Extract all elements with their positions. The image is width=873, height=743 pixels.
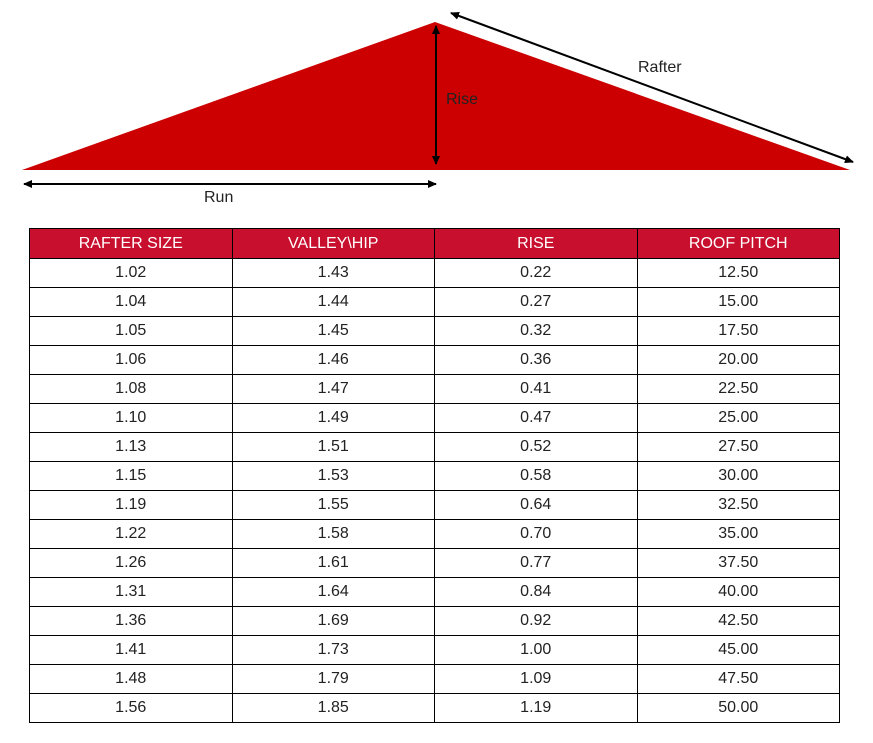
cell-roof-pitch: 22.50	[637, 375, 840, 404]
run-label: Run	[204, 189, 234, 206]
table-row	[30, 578, 840, 607]
table-row	[30, 346, 840, 375]
table-row	[30, 259, 840, 288]
column-header-rise: RISE	[435, 229, 638, 259]
table-row	[30, 462, 840, 491]
cell-rise: 0.41	[435, 375, 638, 404]
cell-valley-hip: 1.46	[232, 346, 435, 375]
cell-rise: 1.09	[435, 665, 638, 694]
cell-roof-pitch: 12.50	[637, 259, 840, 288]
cell-rise: 0.64	[435, 491, 638, 520]
cell-roof-pitch: 42.50	[637, 607, 840, 636]
cell-roof-pitch: 27.50	[637, 433, 840, 462]
cell-rafter-size: 1.08	[30, 375, 233, 404]
cell-valley-hip: 1.53	[232, 462, 435, 491]
table-row	[30, 491, 840, 520]
cell-rafter-size: 1.10	[30, 404, 233, 433]
cell-roof-pitch: 37.50	[637, 549, 840, 578]
cell-rise: 1.00	[435, 636, 638, 665]
cell-rafter-size: 1.48	[30, 665, 233, 694]
table-row	[30, 375, 840, 404]
cell-valley-hip: 1.58	[232, 520, 435, 549]
cell-roof-pitch: 45.00	[637, 636, 840, 665]
cell-roof-pitch: 20.00	[637, 346, 840, 375]
cell-rafter-size: 1.15	[30, 462, 233, 491]
cell-rafter-size: 1.13	[30, 433, 233, 462]
cell-roof-pitch: 50.00	[637, 694, 840, 723]
column-header-roof-pitch: ROOF PITCH	[637, 229, 840, 259]
cell-rafter-size: 1.56	[30, 694, 233, 723]
cell-roof-pitch: 30.00	[637, 462, 840, 491]
cell-valley-hip: 1.85	[232, 694, 435, 723]
cell-rise: 0.84	[435, 578, 638, 607]
cell-rafter-size: 1.22	[30, 520, 233, 549]
cell-rise: 0.77	[435, 549, 638, 578]
roof-pitch-table	[29, 228, 840, 723]
cell-rise: 0.52	[435, 433, 638, 462]
cell-valley-hip: 1.47	[232, 375, 435, 404]
cell-valley-hip: 1.61	[232, 549, 435, 578]
cell-rafter-size: 1.05	[30, 317, 233, 346]
cell-rise: 0.47	[435, 404, 638, 433]
table-row	[30, 549, 840, 578]
roof-pitch-table-container	[29, 228, 840, 723]
cell-rafter-size: 1.36	[30, 607, 233, 636]
cell-rafter-size: 1.31	[30, 578, 233, 607]
cell-rise: 0.22	[435, 259, 638, 288]
table-row	[30, 433, 840, 462]
table-row	[30, 317, 840, 346]
cell-rafter-size: 1.26	[30, 549, 233, 578]
cell-valley-hip: 1.43	[232, 259, 435, 288]
table-row	[30, 636, 840, 665]
cell-rise: 0.70	[435, 520, 638, 549]
cell-rafter-size: 1.06	[30, 346, 233, 375]
rise-label: Rise	[446, 91, 479, 108]
cell-roof-pitch: 35.00	[637, 520, 840, 549]
table-row	[30, 665, 840, 694]
cell-valley-hip: 1.51	[232, 433, 435, 462]
cell-valley-hip: 1.73	[232, 636, 435, 665]
cell-rise: 0.92	[435, 607, 638, 636]
cell-valley-hip: 1.69	[232, 607, 435, 636]
cell-roof-pitch: 40.00	[637, 578, 840, 607]
cell-rise: 0.27	[435, 288, 638, 317]
cell-rise: 1.19	[435, 694, 638, 723]
cell-valley-hip: 1.55	[232, 491, 435, 520]
cell-valley-hip: 1.45	[232, 317, 435, 346]
cell-rise: 0.32	[435, 317, 638, 346]
cell-rafter-size: 1.02	[30, 259, 233, 288]
cell-roof-pitch: 32.50	[637, 491, 840, 520]
table-header-row	[30, 229, 840, 259]
cell-valley-hip: 1.49	[232, 404, 435, 433]
cell-valley-hip: 1.64	[232, 578, 435, 607]
table-row	[30, 404, 840, 433]
column-header-rafter-size: RAFTER SIZE	[30, 229, 233, 259]
cell-rafter-size: 1.04	[30, 288, 233, 317]
table-row	[30, 288, 840, 317]
roof-diagram	[0, 0, 873, 215]
table-row	[30, 607, 840, 636]
cell-roof-pitch: 17.50	[637, 317, 840, 346]
cell-rafter-size: 1.19	[30, 491, 233, 520]
cell-rafter-size: 1.41	[30, 636, 233, 665]
cell-rise: 0.36	[435, 346, 638, 375]
cell-roof-pitch: 25.00	[637, 404, 840, 433]
cell-roof-pitch: 15.00	[637, 288, 840, 317]
cell-valley-hip: 1.79	[232, 665, 435, 694]
cell-roof-pitch: 47.50	[637, 665, 840, 694]
cell-rise: 0.58	[435, 462, 638, 491]
column-header-valley-hip: VALLEY\HIP	[232, 229, 435, 259]
table-row	[30, 694, 840, 723]
table-body	[30, 259, 840, 723]
cell-valley-hip: 1.44	[232, 288, 435, 317]
rafter-label: Rafter	[638, 59, 682, 76]
table-row	[30, 520, 840, 549]
